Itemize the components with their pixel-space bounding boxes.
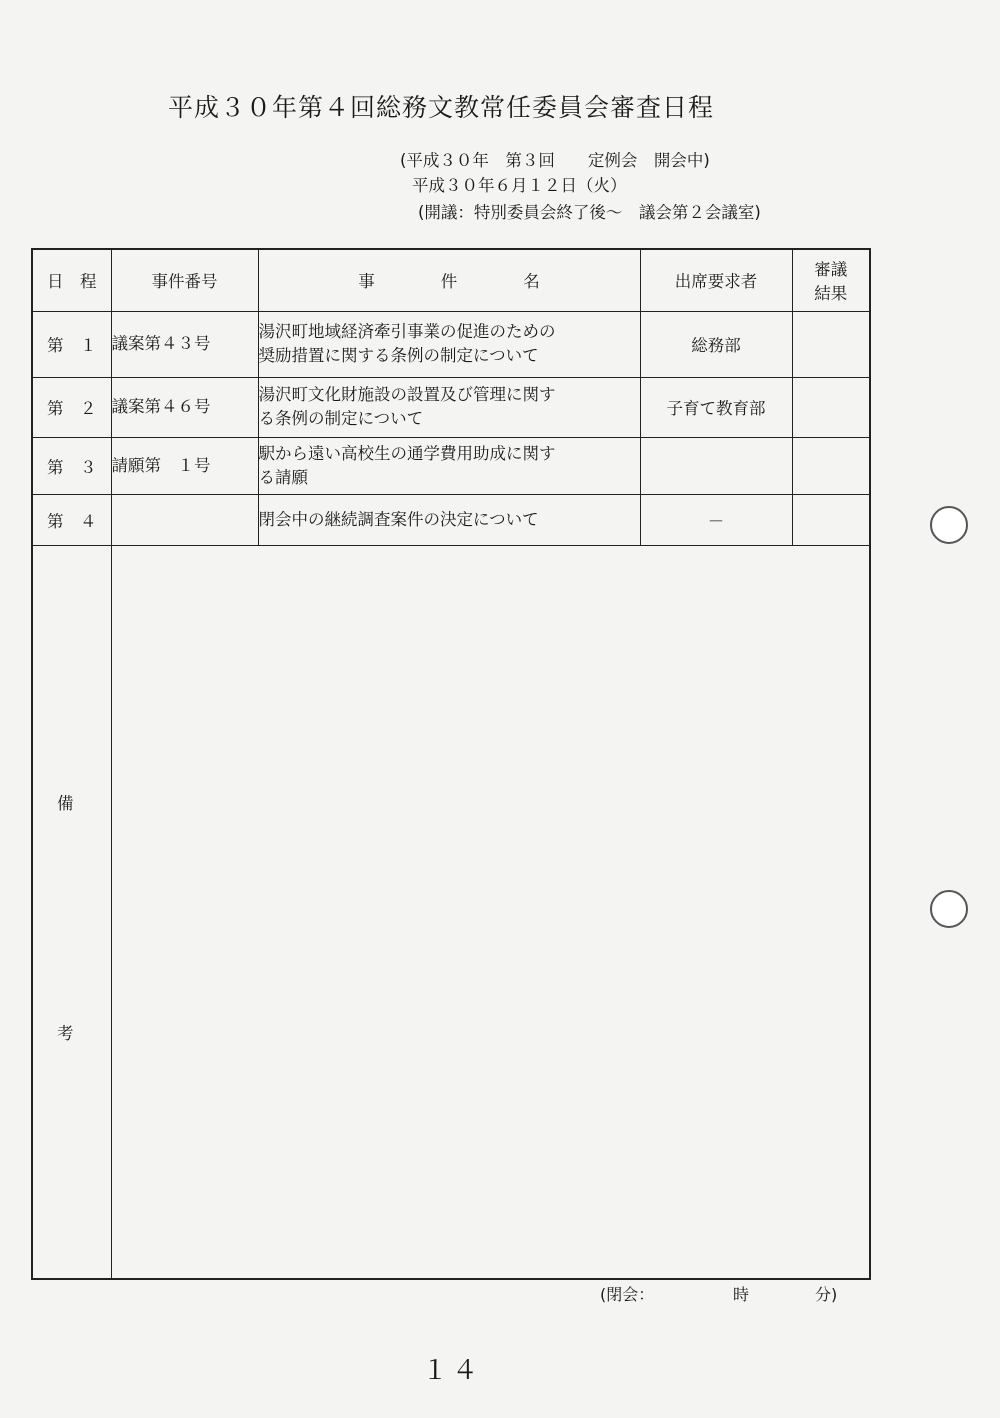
header-result-line2: 結果 xyxy=(814,284,848,304)
row-result xyxy=(792,494,870,545)
case-name-line2: る条例の制定について xyxy=(258,409,424,428)
row-result xyxy=(792,311,870,377)
row-schedule: 第 ２ xyxy=(32,377,111,437)
row-case-number: 議案第４３号 xyxy=(111,311,258,377)
row-attendance: 総務部 xyxy=(640,311,792,377)
table-row xyxy=(32,494,870,545)
page-number: １４ xyxy=(422,1356,483,1386)
header-case-number: 事件番号 xyxy=(111,249,258,311)
row-attendance: 子育て教育部 xyxy=(640,377,792,437)
header-attendance: 出席要求者 xyxy=(640,249,792,311)
meeting-venue: (開議：特別委員会終了後～ 議会第２会議室) xyxy=(418,203,761,222)
case-name-line2: 奨励措置に関する条例の制定について xyxy=(258,346,539,365)
row-case-number: 議案第４６号 xyxy=(111,377,258,437)
table-row xyxy=(32,311,870,377)
row-case-name xyxy=(258,377,640,437)
closing-hour: 時 xyxy=(733,1285,750,1304)
row-case-name: 閉会中の継続調査案件の決定について xyxy=(258,494,640,545)
row-case-number xyxy=(111,494,258,545)
document-title: 平成３０年第４回総務文教常任委員会審査日程 xyxy=(168,93,715,122)
row-result xyxy=(792,377,870,437)
header-result-line1: 審議 xyxy=(814,260,848,280)
remarks-row xyxy=(32,545,870,1279)
header-result xyxy=(792,249,870,311)
remarks-label-1: 備 xyxy=(57,793,74,813)
closing-minute: 分) xyxy=(815,1285,838,1304)
row-attendance xyxy=(640,437,792,494)
table-row xyxy=(32,437,870,494)
table-header-row xyxy=(32,249,870,311)
row-result xyxy=(792,437,870,494)
row-case-name xyxy=(258,311,640,377)
row-schedule: 第 ３ xyxy=(32,437,111,494)
punch-hole-icon xyxy=(930,506,968,544)
row-case-number: 請願第 １号 xyxy=(111,437,258,494)
schedule-table xyxy=(31,248,871,1280)
remarks-content xyxy=(111,545,870,1279)
remarks-label-2: 考 xyxy=(57,1023,74,1043)
table-row xyxy=(32,377,870,437)
case-name-line1: 湯沢町地域経済牽引事業の促進のための xyxy=(258,322,556,341)
closing-label: (閉会： xyxy=(600,1285,655,1304)
case-name-line1: 駅から遠い高校生の通学費用助成に関す xyxy=(258,443,556,463)
header-case-name: 事 件 名 xyxy=(258,249,640,311)
header-schedule: 日 程 xyxy=(32,249,111,311)
row-case-name xyxy=(258,437,640,494)
session-info: (平成３０年 第３回 定例会 開会中) xyxy=(400,151,710,170)
meeting-date: 平成３０年６月１２日（火） xyxy=(412,176,627,195)
row-attendance: － xyxy=(640,494,792,545)
row-schedule: 第 １ xyxy=(32,311,111,377)
case-name-line1: 湯沢町文化財施設の設置及び管理に関す xyxy=(258,385,556,404)
punch-hole-icon xyxy=(930,890,968,928)
case-name-line2: る請願 xyxy=(258,467,308,487)
remarks-label-cell xyxy=(32,545,111,1279)
row-schedule: 第 ４ xyxy=(32,494,111,545)
